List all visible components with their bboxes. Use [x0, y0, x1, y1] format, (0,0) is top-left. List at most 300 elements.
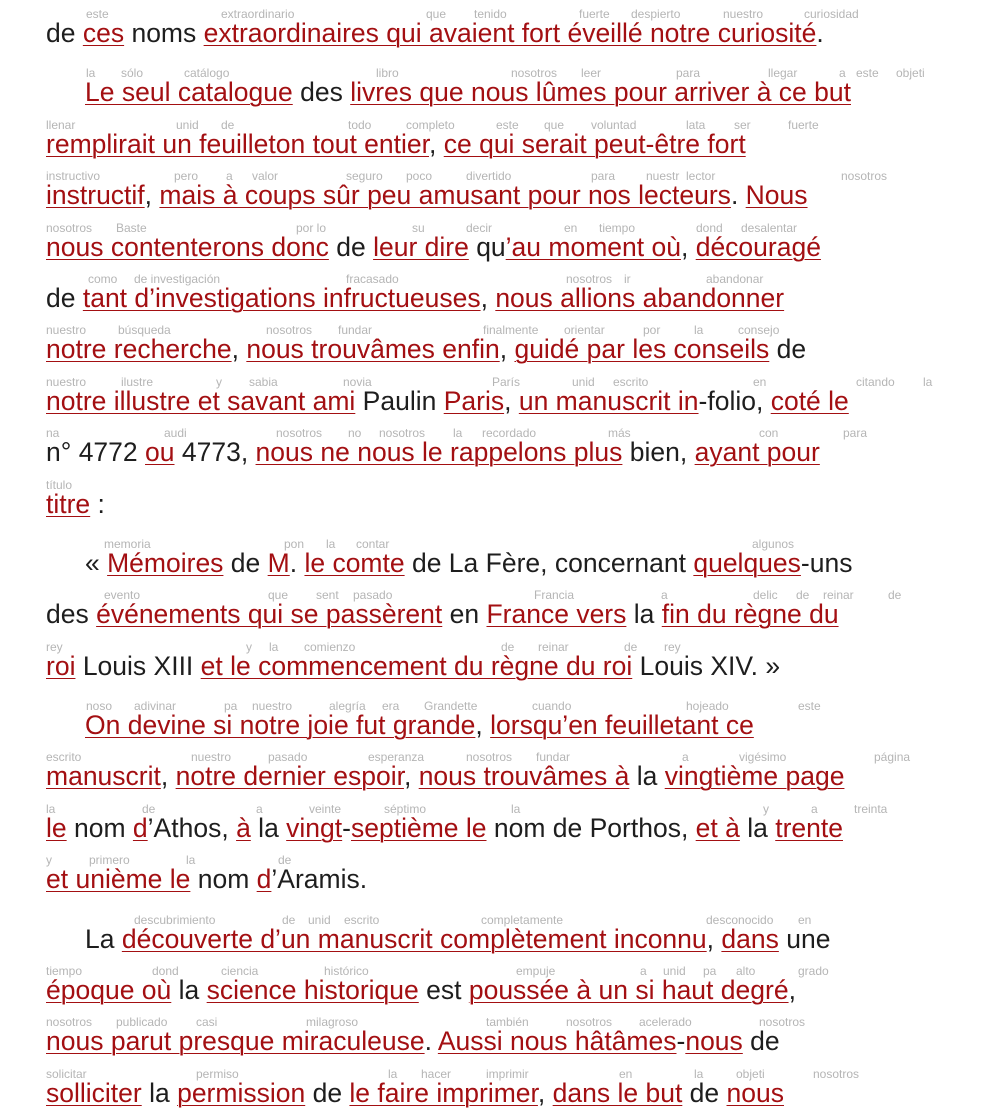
paragraph — [46, 700, 954, 906]
translated-phrase[interactable]: Nous — [745, 180, 808, 211]
gloss-word: en — [564, 220, 578, 235]
gloss-word: para — [676, 66, 701, 81]
translated-phrase[interactable]: nous trouvâmes enfin — [246, 334, 500, 365]
gloss-word: y — [216, 374, 222, 389]
gloss-word: escrito — [46, 750, 82, 765]
gloss-word: esperanza — [368, 750, 425, 765]
gloss-word: alto — [736, 964, 756, 979]
gloss-word: seguro — [346, 169, 383, 184]
gloss-word: acelerado — [639, 1015, 692, 1030]
gloss-word: y — [763, 801, 769, 816]
gloss-word: reinar — [823, 588, 854, 603]
translated-phrase[interactable]: ces — [82, 18, 125, 48]
plain-text: de — [223, 547, 268, 578]
gloss-word: a — [839, 66, 846, 81]
translated-phrase[interactable]: coté le — [770, 385, 849, 416]
plain-text: la — [141, 1077, 178, 1108]
gloss-word: objeti — [736, 1066, 765, 1081]
gloss-word: de — [282, 912, 296, 927]
translated-phrase[interactable]: lorsqu’en feuilletant ce — [490, 710, 754, 741]
gloss-word: Francia — [534, 588, 575, 603]
gloss-word: voluntad — [591, 117, 637, 132]
gloss-word: divertido — [466, 169, 512, 184]
gloss-word: más — [608, 426, 631, 441]
gloss-word: adivinar — [134, 699, 177, 714]
gloss-word: nuestro — [46, 374, 87, 389]
gloss-word: la — [388, 1066, 398, 1081]
gloss-word: nosotros — [276, 426, 323, 441]
gloss-word: a — [811, 801, 818, 816]
gloss-word: nuestro — [46, 323, 87, 338]
paragraph — [46, 538, 954, 692]
gloss-word: por — [643, 323, 661, 338]
plain-text: de — [46, 282, 83, 313]
plain-text: noms — [124, 18, 204, 48]
gloss-word: página — [874, 750, 911, 765]
translated-phrase[interactable]: science historique — [206, 975, 419, 1006]
translated-phrase[interactable]: époque où — [46, 975, 172, 1006]
translated-phrase[interactable]: Mémoires — [107, 547, 224, 578]
plain-text: La — [85, 923, 122, 954]
plain-text: , — [706, 923, 722, 954]
gloss-word: nosotros — [841, 169, 888, 184]
gloss-word: su — [412, 220, 425, 235]
text-line — [46, 1016, 954, 1067]
gloss-word: desconocido — [706, 912, 774, 927]
gloss-word: para — [843, 426, 868, 441]
translated-phrase[interactable]: Aussi nous hâtâmes — [437, 1026, 677, 1057]
translated-phrase[interactable]: découragé — [695, 231, 821, 262]
gloss-word: a — [682, 750, 689, 765]
gloss-word: descubrimiento — [134, 912, 216, 927]
gloss-word: nosotros — [466, 750, 513, 765]
gloss-word: algunos — [752, 536, 795, 551]
gloss-word: audi — [164, 426, 187, 441]
gloss-word: rey — [46, 639, 63, 654]
gloss-word: completamente — [481, 912, 564, 927]
text-line — [46, 965, 954, 1016]
gloss-word: séptimo — [384, 801, 427, 816]
gloss-word: catálogo — [184, 66, 230, 81]
translated-phrase[interactable]: titre — [46, 488, 91, 519]
plain-text: , — [504, 385, 519, 416]
gloss-word: alegría — [329, 699, 366, 714]
translated-phrase[interactable]: fin du règne du — [661, 599, 839, 630]
translated-phrase[interactable]: remplirait un feuilleton tout entier — [46, 128, 429, 159]
gloss-word: ilustre — [121, 374, 154, 389]
gloss-word: fuerte — [788, 117, 819, 132]
gloss-word: rey — [664, 639, 681, 654]
gloss-word: valor — [252, 169, 279, 184]
translated-phrase[interactable]: et le commencement du règne du roi — [200, 650, 633, 681]
text-line — [46, 538, 954, 589]
translated-phrase[interactable]: guidé par les conseils — [514, 334, 770, 365]
translated-phrase[interactable]: tant d’investigations infructueuses — [82, 282, 481, 313]
translated-phrase[interactable]: nous — [726, 1077, 784, 1108]
gloss-word: escrito — [613, 374, 649, 389]
gloss-word: solicitar — [46, 1066, 87, 1081]
plain-text: de — [769, 334, 807, 365]
translated-phrase[interactable]: à — [236, 812, 251, 843]
translated-phrase[interactable]: nous parut presque miraculeuse — [46, 1026, 425, 1057]
gloss-word: nosotros — [266, 323, 313, 338]
gloss-word: lector — [686, 169, 716, 184]
translated-phrase[interactable]: solliciter — [46, 1077, 142, 1108]
plain-text: Louis XIII — [75, 650, 201, 681]
gloss-word: sabia — [249, 374, 278, 389]
text-line — [46, 589, 954, 640]
gloss-word: primero — [89, 853, 130, 868]
gloss-word: pasado — [268, 750, 308, 765]
gloss-word: nuestro — [723, 7, 764, 21]
gloss-word: fracasado — [346, 271, 399, 286]
gloss-word: citando — [856, 374, 895, 389]
gloss-word: vigésimo — [739, 750, 787, 765]
plain-text: , — [429, 128, 444, 159]
plain-text: -folio, — [698, 385, 771, 416]
translated-phrase[interactable]: manuscrit — [46, 761, 161, 792]
translated-phrase[interactable]: et à — [695, 812, 740, 843]
gloss-word: curiosidad — [804, 7, 859, 21]
gloss-word: libro — [376, 66, 399, 81]
gloss-word: extraordinario — [221, 7, 295, 21]
gloss-word: nosotros — [566, 1015, 613, 1030]
paragraph — [46, 914, 954, 1119]
gloss-word: que — [426, 7, 447, 21]
gloss-word: nosotros — [813, 1066, 860, 1081]
text-line — [46, 119, 954, 170]
gloss-word: en — [798, 912, 812, 927]
gloss-word: unid — [308, 912, 331, 927]
gloss-word: de investigación — [134, 271, 221, 286]
translated-phrase[interactable]: quelques — [693, 547, 801, 578]
gloss-word: y — [246, 639, 252, 654]
gloss-word: objeti — [896, 66, 925, 81]
gloss-word: veinte — [309, 801, 342, 816]
gloss-word: dond — [696, 220, 723, 235]
gloss-word: contar — [356, 536, 390, 551]
gloss-word: consejo — [738, 323, 780, 338]
text-line — [46, 170, 954, 221]
translated-phrase[interactable]: On devine si notre joie fut grande — [85, 710, 476, 741]
gloss-word: era — [382, 699, 400, 714]
gloss-word: la — [86, 66, 96, 81]
gloss-word: este — [798, 699, 821, 714]
plain-text: . — [424, 1026, 438, 1057]
translated-phrase[interactable]: septième le — [350, 812, 487, 843]
gloss-word: la — [326, 536, 336, 551]
plain-text: n° 4772 — [46, 437, 146, 468]
gloss-word: todo — [348, 117, 372, 132]
translated-phrase[interactable]: trente — [775, 812, 843, 843]
translated-phrase[interactable]: roi — [46, 650, 76, 681]
plain-text: , — [160, 761, 176, 792]
plain-text: bien, — [622, 437, 695, 468]
gloss-word: nosotros — [46, 220, 93, 235]
gloss-word: búsqueda — [118, 323, 171, 338]
plain-text: . — [730, 180, 746, 211]
gloss-word: pero — [174, 169, 199, 184]
text-line — [46, 751, 954, 802]
gloss-word: de — [142, 801, 156, 816]
plain-text: est — [418, 975, 469, 1006]
plain-text: des — [46, 599, 97, 630]
gloss-word: de — [796, 588, 810, 603]
translated-phrase[interactable]: nous contenterons donc — [46, 231, 329, 262]
gloss-word: la — [511, 801, 521, 816]
gloss-word: llenar — [46, 117, 76, 132]
paragraph-gap — [46, 59, 954, 67]
text-line — [46, 641, 954, 692]
gloss-word: no — [348, 426, 362, 441]
gloss-word: con — [759, 426, 779, 441]
gloss-word: sent — [316, 588, 339, 603]
plain-text: la — [250, 812, 287, 843]
plain-text: , — [480, 282, 496, 313]
plain-text: : — [90, 488, 105, 519]
translated-phrase[interactable]: poussée à un si haut degré — [468, 975, 789, 1006]
gloss-word: unid — [176, 117, 199, 132]
plain-text: ’Athos, — [147, 812, 237, 843]
text-line — [46, 324, 954, 375]
gloss-word: novia — [343, 374, 372, 389]
gloss-word: lata — [686, 117, 706, 132]
gloss-word: a — [640, 964, 647, 979]
gloss-word: para — [591, 169, 616, 184]
gloss-word: pa — [224, 699, 238, 714]
plain-text: la — [739, 812, 776, 843]
translated-phrase[interactable]: nous — [685, 1026, 743, 1057]
gloss-word: nosotros — [46, 1015, 93, 1030]
gloss-word: que — [544, 117, 565, 132]
gloss-word: Baste — [116, 220, 147, 235]
gloss-word: unid — [663, 964, 686, 979]
text-line — [46, 427, 954, 478]
gloss-word: este — [86, 7, 109, 21]
plain-text: , — [788, 975, 796, 1006]
plain-text: , — [231, 334, 247, 365]
gloss-word: este — [496, 117, 519, 132]
plain-text: - — [342, 812, 351, 843]
gloss-word: a — [226, 169, 233, 184]
gloss-word: pon — [284, 536, 305, 551]
paragraph-gap — [46, 906, 954, 914]
translated-phrase[interactable]: ayant pour — [694, 437, 820, 468]
text-line — [46, 67, 954, 118]
plain-text: la — [171, 975, 207, 1006]
translated-phrase[interactable]: permission — [177, 1077, 306, 1108]
gloss-word: empuje — [516, 964, 556, 979]
gloss-word: hojeado — [686, 699, 729, 714]
paragraph-gap — [46, 530, 954, 538]
gloss-word: fundar — [338, 323, 373, 338]
gloss-word: noso — [86, 699, 113, 714]
gloss-word: de — [221, 117, 235, 132]
gloss-word: tiempo — [599, 220, 636, 235]
text-line — [46, 273, 954, 324]
gloss-word: leer — [581, 66, 602, 81]
gloss-word: instructivo — [46, 169, 101, 184]
gloss-word: delic — [753, 588, 778, 603]
gloss-word: este — [856, 66, 879, 81]
plain-text: , — [499, 334, 515, 365]
plain-text: de — [742, 1026, 780, 1057]
gloss-word: casi — [196, 1015, 218, 1030]
gloss-word: decir — [466, 220, 493, 235]
gloss-word: escrito — [344, 912, 380, 927]
gloss-word: comienzo — [304, 639, 356, 654]
plain-text: la — [626, 599, 662, 630]
gloss-word: Grandette — [424, 699, 478, 714]
translated-phrase[interactable]: ce qui serait peut-être fort — [443, 128, 746, 159]
plain-text: - — [676, 1026, 686, 1057]
text-line — [46, 479, 954, 530]
gloss-word: nosotros — [759, 1015, 806, 1030]
gloss-word: na — [46, 426, 60, 441]
text-line — [46, 914, 954, 965]
translated-phrase[interactable]: M — [267, 547, 290, 578]
translated-phrase[interactable]: le faire imprimer — [349, 1077, 538, 1108]
paragraph — [46, 8, 954, 59]
translated-phrase[interactable]: nous ne nous le rappelons plus — [255, 437, 623, 468]
translated-phrase[interactable]: événements qui se passèrent — [96, 599, 443, 630]
gloss-word: abandonar — [706, 271, 764, 286]
gloss-word: París — [492, 374, 521, 389]
plain-text: de La Fère, concernant — [404, 547, 694, 578]
plain-text: de — [328, 231, 374, 262]
gloss-word: completo — [406, 117, 455, 132]
gloss-word: fundar — [536, 750, 571, 765]
translated-phrase[interactable]: notre recherche — [46, 334, 232, 365]
gloss-word: ser — [734, 117, 751, 132]
plain-text: ’Aramis. — [271, 864, 368, 895]
plain-text: nom — [66, 812, 133, 843]
gloss-word: nuestro — [191, 750, 232, 765]
gloss-word: de — [501, 639, 515, 654]
gloss-word: título — [46, 477, 73, 492]
gloss-word: también — [486, 1015, 529, 1030]
gloss-word: memoria — [104, 536, 151, 551]
gloss-word: sólo — [121, 66, 144, 81]
gloss-word: finalmente — [483, 323, 539, 338]
translated-phrase[interactable]: et unième le — [46, 864, 191, 895]
text-line — [46, 854, 954, 905]
translated-phrase[interactable]: un manuscrit in — [518, 385, 699, 416]
text-line — [46, 8, 954, 59]
translated-phrase[interactable]: extraordinaires qui avaient fort éveillé notre curiosité — [203, 18, 817, 48]
gloss-word: la — [46, 801, 56, 816]
translated-phrase[interactable]: découverte d’un manuscrit complètement inconnu — [121, 923, 707, 954]
translated-phrase[interactable]: notre dernier espoir — [175, 761, 404, 792]
plain-text: 4773, — [174, 437, 256, 468]
plain-text: la — [629, 761, 665, 792]
gloss-word: de — [624, 639, 638, 654]
translated-phrase[interactable]: le — [46, 812, 67, 843]
gloss-word: la — [694, 323, 704, 338]
gloss-word: por lo — [296, 220, 327, 235]
gloss-word: treinta — [854, 801, 888, 816]
gloss-word: nosotros — [379, 426, 426, 441]
gloss-word: en — [753, 374, 767, 389]
gloss-word: y — [46, 853, 52, 868]
gloss-word: de — [888, 588, 902, 603]
gloss-word: publicado — [116, 1015, 168, 1030]
translated-phrase[interactable]: nous allions abandonner — [495, 282, 785, 313]
plain-text: -uns — [800, 547, 853, 578]
translated-phrase[interactable]: instructif — [46, 180, 145, 211]
gloss-word: pasado — [353, 588, 393, 603]
gloss-word: pa — [703, 964, 717, 979]
gloss-word: llegar — [768, 66, 798, 81]
plain-text: de — [682, 1077, 727, 1108]
translated-phrase[interactable]: dans le but — [552, 1077, 683, 1108]
plain-text: nom de Porthos, — [486, 812, 696, 843]
translated-phrase[interactable]: le comte — [304, 547, 405, 578]
gloss-word: evento — [104, 588, 141, 603]
translated-phrase[interactable]: dans — [721, 923, 779, 954]
translated-phrase[interactable]: ’au moment où — [505, 231, 681, 262]
gloss-word: recordado — [482, 426, 537, 441]
gloss-word: desalentar — [741, 220, 798, 235]
plain-text: , — [403, 761, 419, 792]
translated-phrase[interactable]: vingt — [286, 812, 343, 843]
gloss-word: de — [278, 853, 292, 868]
translated-phrase[interactable]: d — [256, 864, 272, 895]
plain-text: en — [442, 599, 487, 630]
translated-phrase[interactable]: Le seul catalogue — [85, 77, 293, 108]
translated-phrase[interactable]: notre illustre et savant ami — [46, 385, 356, 416]
text-line — [46, 1068, 954, 1119]
translated-phrase[interactable]: vingtième page — [664, 761, 845, 792]
gloss-word: la — [694, 1066, 704, 1081]
translated-phrase[interactable]: ou — [145, 437, 175, 468]
gloss-word: a — [256, 801, 263, 816]
gloss-word: milagroso — [306, 1015, 359, 1030]
plain-text: . — [816, 18, 824, 48]
plain-text: nom — [190, 864, 257, 895]
translated-phrase[interactable]: livres que nous lûmes pour arriver à ce but — [350, 77, 851, 108]
translated-phrase[interactable]: leur dire — [373, 231, 469, 262]
gloss-word: despierto — [631, 7, 681, 21]
gloss-word: unid — [572, 374, 595, 389]
plain-text: de — [305, 1077, 350, 1108]
gloss-word: tiempo — [46, 964, 83, 979]
plain-text: , — [537, 1077, 553, 1108]
plain-text: Louis XIV. » — [632, 650, 781, 681]
gloss-word: nuestr — [646, 169, 680, 184]
text-line — [46, 222, 954, 273]
gloss-word: tenido — [474, 7, 507, 21]
gloss-word: grado — [798, 964, 829, 979]
translated-phrase[interactable]: Paris — [443, 385, 505, 416]
gloss-word: la — [453, 426, 463, 441]
gloss-word: en — [619, 1066, 633, 1081]
translated-phrase[interactable]: nous trouvâmes à — [418, 761, 630, 792]
gloss-word: reinar — [538, 639, 569, 654]
gloss-word: imprimir — [486, 1066, 529, 1081]
plain-text: qu — [468, 231, 506, 262]
gloss-word: permiso — [196, 1066, 239, 1081]
plain-text: de — [46, 18, 83, 48]
gloss-word: la — [186, 853, 196, 868]
translated-phrase[interactable]: France vers — [486, 599, 627, 630]
translated-phrase[interactable]: d — [132, 812, 148, 843]
plain-text: des — [292, 77, 351, 108]
translated-phrase[interactable]: mais à coups sûr peu amusant pour nos lecteurs — [159, 180, 731, 211]
gloss-word: que — [268, 588, 289, 603]
gloss-word: la — [269, 639, 279, 654]
gloss-word: a — [661, 588, 668, 603]
